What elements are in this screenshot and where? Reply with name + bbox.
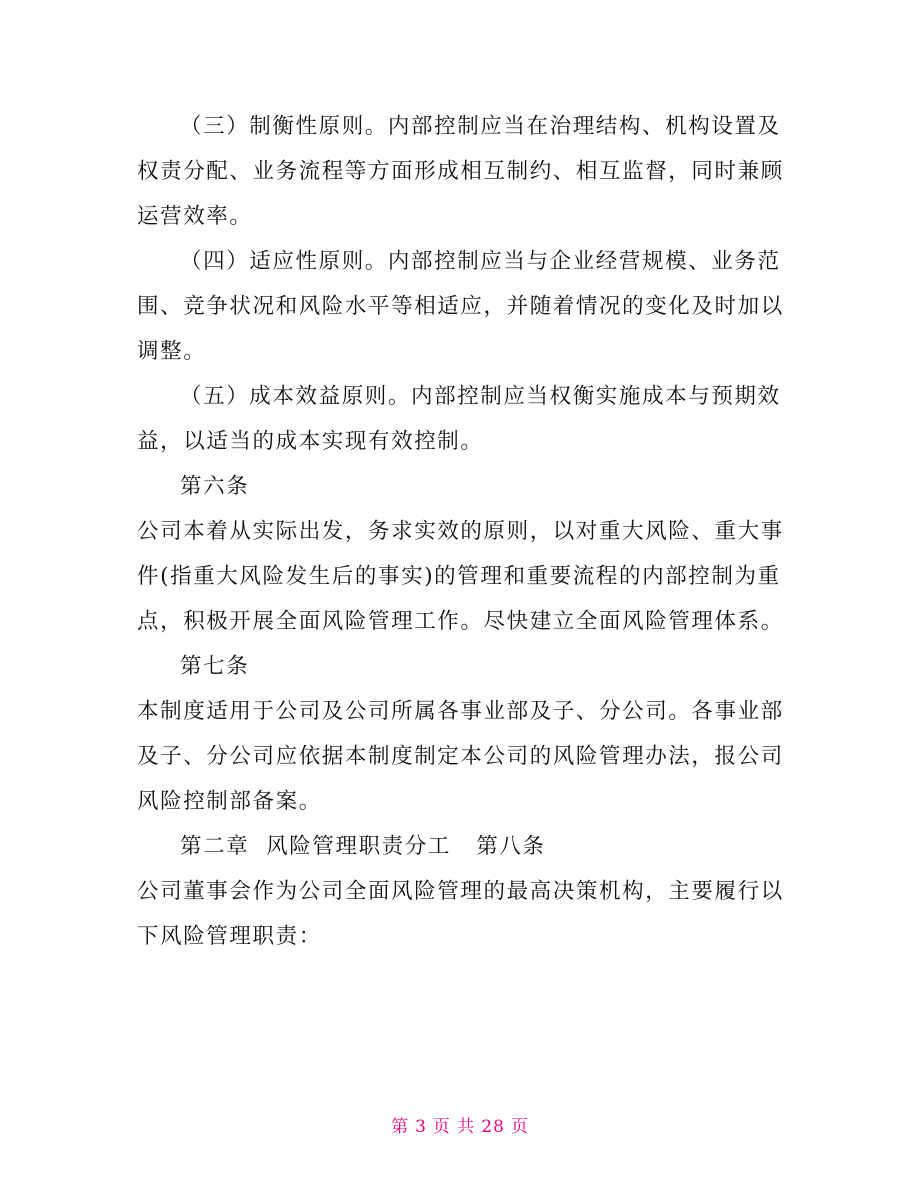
article-8-body: 公司董事会作为公司全面风险管理的最高决策机构，主要履行以下风险管理职责： — [137, 879, 784, 949]
document-body — [137, 104, 787, 959]
paragraph-principle-5: （五）成本效益原则。内部控制应当权衡实施成本与预期效益，以适当的成本实现有效控制。 — [137, 384, 781, 454]
paragraph-principle-3: （三）制衡性原则。内部控制应当在治理结构、机构设置及权责分配、业务流程等方面形成相互制约、相互监督，同时兼顾运营效率。 — [137, 114, 784, 229]
chapter-2-heading: 第二章 风险管理职责分工 第八条 — [180, 834, 546, 859]
article-6-heading: 第六条 — [180, 474, 250, 499]
footer-total-pages: 28 — [481, 1117, 505, 1137]
article-7-body: 本制度适用于公司及公司所属各事业部及子、分公司。各事业部及子、分公司应依据本制度制定本公司的风险管理办法，报公司风险控制部备案。 — [137, 699, 784, 814]
footer-middle: 页 共 — [432, 1117, 476, 1137]
article-7-heading: 第七条 — [180, 654, 250, 679]
article-6-body: 公司本着从实际出发，务求实效的原则，以对重大风险、重大事件(指重大风险发生后的事实)的管理和重要流程的内部控制为重点，积极开展全面风险管理工作。尽快建立全面风险管理体系。 — [137, 519, 784, 634]
footer-current-page: 3 — [415, 1117, 427, 1137]
paragraph-principle-4: （四）适应性原则。内部控制应当与企业经营规模、业务范围、竞争状况和风险水平等相适应，并随着情况的变化及时加以调整。 — [137, 249, 784, 364]
page-number-footer — [0, 1112, 920, 1137]
footer-prefix: 第 — [391, 1117, 410, 1137]
footer-suffix: 页 — [510, 1117, 529, 1137]
